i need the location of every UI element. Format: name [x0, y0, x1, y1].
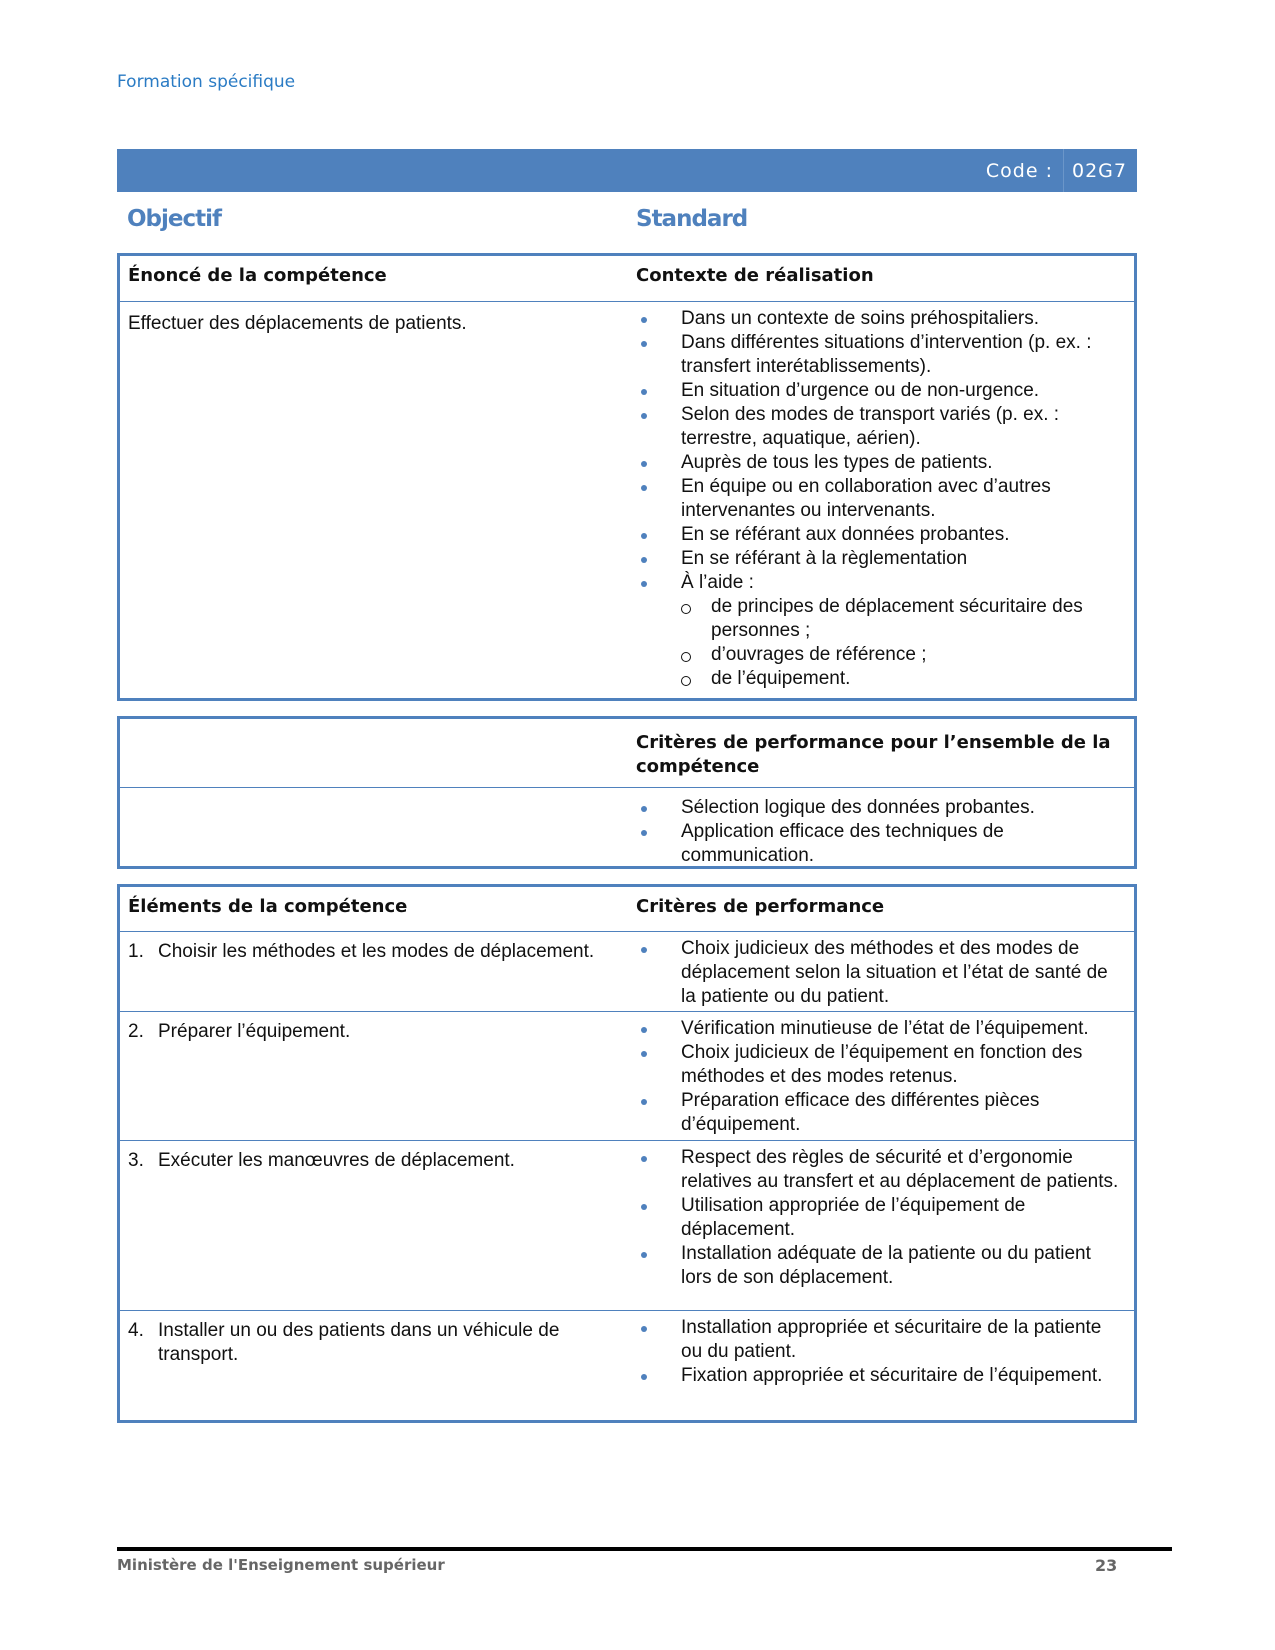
list-item: En équipe ou en collaboration avec d’autres intervenantes ou intervenants. [636, 475, 1126, 523]
table-enonce [117, 253, 1137, 701]
criteres-list [636, 1017, 1126, 1137]
section-standard: Standard [636, 206, 748, 232]
table-elements [117, 884, 1137, 1423]
header-criteres: Critères de performance [636, 896, 885, 917]
header-contexte: Contexte de réalisation [636, 265, 874, 286]
code-value: 02G7 [1063, 149, 1127, 192]
list-item: En situation d’urgence ou de non-urgence. [636, 379, 1126, 403]
section-objectif: Objectif [127, 206, 222, 232]
header-enonce: Énoncé de la compétence [128, 265, 387, 286]
list-item: À l’aide : [636, 571, 1126, 595]
contexte-list [636, 307, 1126, 691]
list-item: Choix judicieux de l’équipement en fonction des méthodes et des modes retenus. [636, 1041, 1126, 1089]
criteres-list [636, 1316, 1126, 1388]
header-elements: Éléments de la compétence [128, 896, 408, 917]
footer-rule [117, 1547, 1172, 1551]
list-item: Respect des règles de sécurité et d’ergonomie relatives au transfert et au déplacement de patients. [636, 1146, 1126, 1194]
sub-list-item: de principes de déplacement sécuritaire des personnes ; [636, 595, 1126, 643]
table-row [120, 931, 1134, 1011]
code-label: Code : [985, 159, 1053, 182]
criteres-list [636, 1146, 1126, 1290]
list-item: Préparation efficace des différentes pièces d’équipement. [636, 1089, 1126, 1137]
list-item: Sélection logique des données probantes. [636, 796, 1126, 820]
element-number: 1. [128, 941, 144, 962]
enonce-text: Effectuer des déplacements de patients. [128, 313, 467, 334]
list-item: Auprès de tous les types de patients. [636, 451, 1126, 475]
element-text: Préparer l’équipement. [158, 1021, 351, 1042]
list-item: Dans différentes situations d’intervention (p. ex. : transfert interétablissements). [636, 331, 1126, 379]
element-text: Exécuter les manœuvres de déplacement. [158, 1150, 515, 1171]
list-item: Installation appropriée et sécuritaire de la patiente ou du patient. [636, 1316, 1126, 1364]
element-number: 2. [128, 1021, 144, 1042]
list-item: Dans un contexte de soins préhospitaliers. [636, 307, 1126, 331]
criteres-ensemble-list [636, 796, 1126, 868]
list-item: Application efficace des techniques de communication. [636, 820, 1126, 868]
element-text: Installer un ou des patients dans un véhicule de transport. [158, 1320, 560, 1365]
sub-list-item: d’ouvrages de référence ; [636, 643, 1126, 667]
running-header: Formation spécifique [117, 72, 296, 92]
page-number: 23 [1095, 1556, 1118, 1575]
list-item: En se référant aux données probantes. [636, 523, 1126, 547]
table-row [120, 1011, 1134, 1140]
element-number: 3. [128, 1150, 144, 1171]
list-item: En se référant à la règlementation [636, 547, 1126, 571]
element-text: Choisir les méthodes et les modes de déplacement. [158, 941, 595, 962]
element-number: 4. [128, 1320, 144, 1341]
list-item: Utilisation appropriée de l’équipement de déplacement. [636, 1194, 1126, 1242]
footer-ministry: Ministère de l'Enseignement supérieur [117, 1556, 445, 1574]
list-item: Selon des modes de transport variés (p. ex. : terrestre, aquatique, aérien). [636, 403, 1126, 451]
table-row [120, 1310, 1134, 1417]
code-bar [117, 149, 1137, 192]
list-item: Choix judicieux des méthodes et des modes de déplacement selon la situation et l’état de santé de la patiente ou du patient. [636, 937, 1126, 1009]
header-criteres-ensemble: Critères de performance pour l’ensemble de la compétence [636, 732, 1111, 777]
table-row [120, 1140, 1134, 1310]
table-criteres-ensemble [117, 716, 1137, 869]
list-item: Fixation appropriée et sécuritaire de l’équipement. [636, 1364, 1126, 1388]
criteres-list [636, 937, 1126, 1009]
sub-list-item: de l’équipement. [636, 667, 1126, 691]
list-item: Vérification minutieuse de l’état de l’équipement. [636, 1017, 1126, 1041]
list-item: Installation adéquate de la patiente ou du patient lors de son déplacement. [636, 1242, 1126, 1290]
